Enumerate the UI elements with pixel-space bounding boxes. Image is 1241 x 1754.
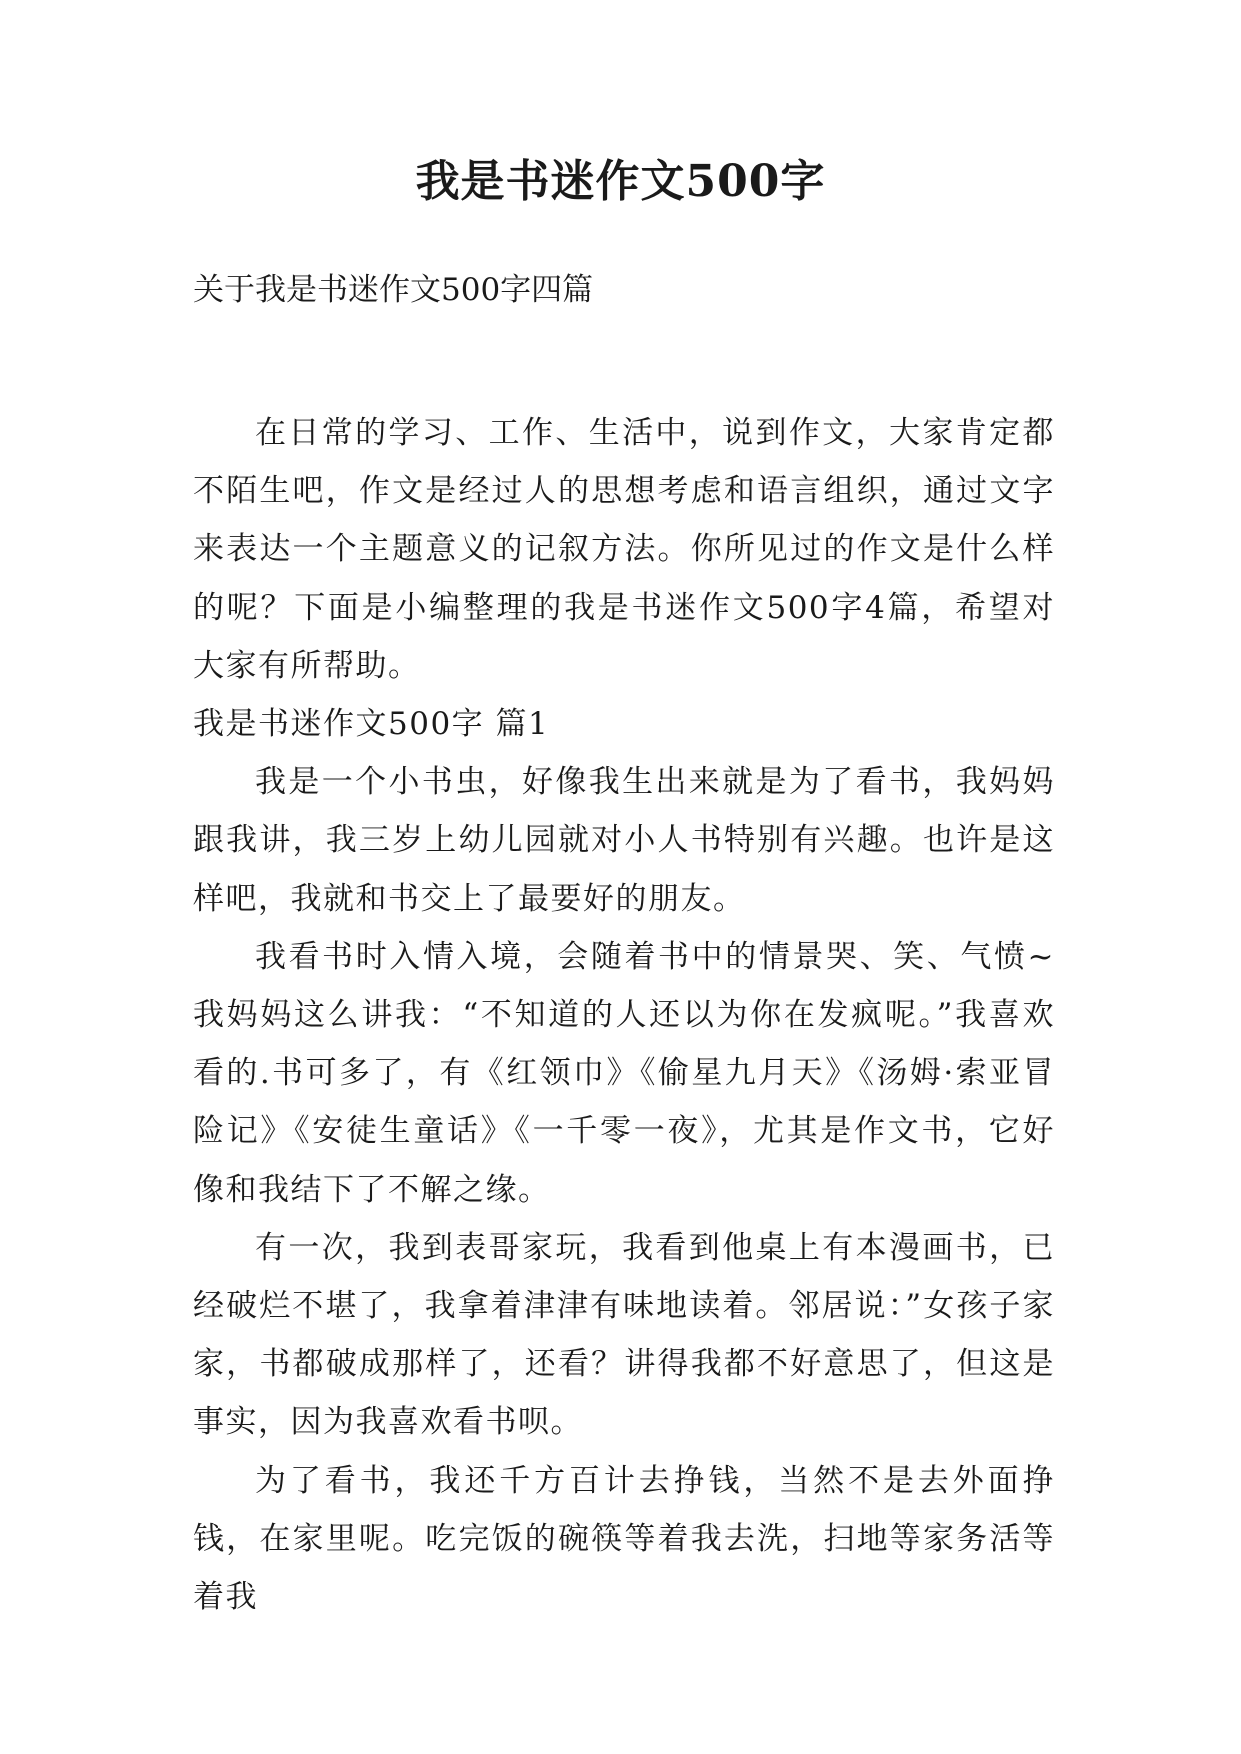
body-paragraph: 为了看书，我还千方百计去挣钱，当然不是去外面挣钱，在家里呢。吃完饭的碗筷等着我去洗，扫地等家务活等着我	[193, 1462, 1055, 1616]
section-heading: 我是书迷作文500字 篇1	[193, 706, 550, 743]
document-title: 我是书迷作文500字	[415, 156, 826, 207]
document-subtitle: 关于我是书迷作文500字四篇	[193, 272, 594, 308]
body-paragraph: 有一次，我到表哥家玩，我看到他桌上有本漫画书，已经破烂不堪了，我拿着津津有味地读着。邻居说：”女孩子家家，书都破成那样了，还看？讲得我都不好意思了，但这是事实，因为我喜欢看书呗。	[193, 1229, 1055, 1441]
document-body	[193, 404, 1055, 1626]
body-paragraph: 我是一个小书虫，好像我生出来就是为了看书，我妈妈跟我讲，我三岁上幼儿园就对小人书特别有兴趣。也许是这样吧，我就和书交上了最要好的朋友。	[193, 764, 1055, 917]
body-paragraph: 我看书时入情入境，会随着书中的情景哭、笑、气愤~我妈妈这么讲我：“不知道的人还以为你在发疯呢。”我喜欢看的.书可多了，有《红领巾》《偷星九月天》《汤姆·索亚冒险记》《安徒生童话》《一千零一夜》，尤其是作文书，它好像和我结下了不解之缘。	[193, 938, 1055, 1208]
intro-paragraph: 在日常的学习、工作、生活中，说到作文，大家肯定都不陌生吧，作文是经过人的思想考虑和语言组织，通过文字来表达一个主题意义的记叙方法。你所见过的作文是什么样的呢？下面是小编整理的我是书迷作文500字4篇，希望对大家有所帮助。	[193, 415, 1055, 684]
